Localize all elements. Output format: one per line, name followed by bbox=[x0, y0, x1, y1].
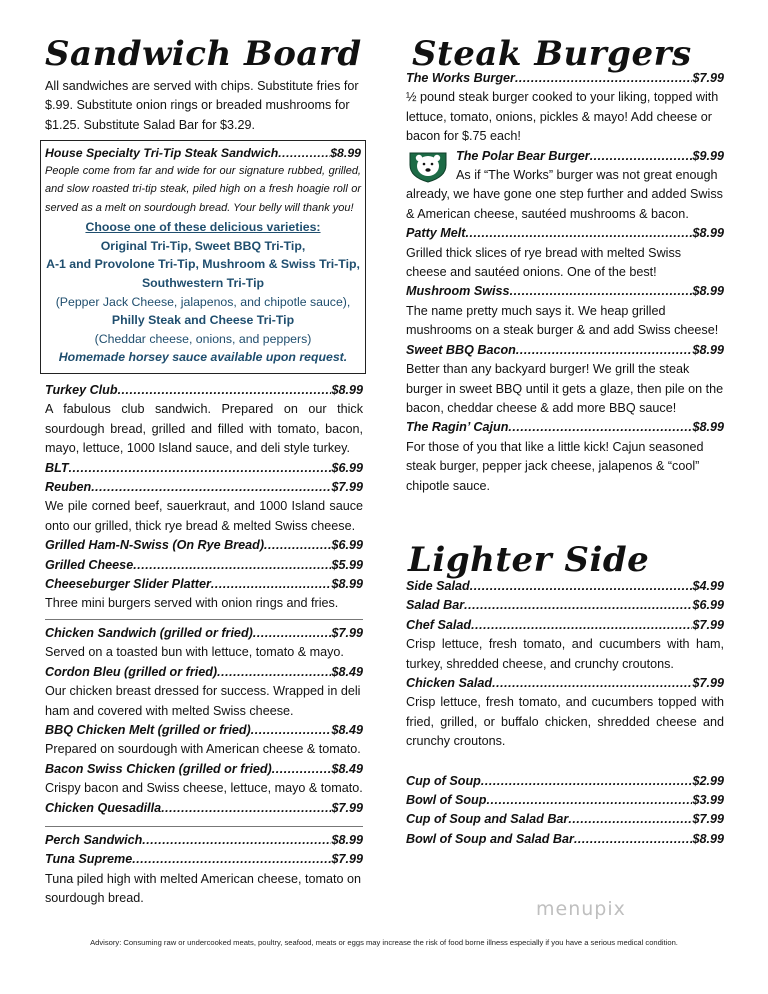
item-price: $8.99 bbox=[330, 146, 361, 160]
menu-item-line bbox=[406, 418, 724, 437]
leader-dots bbox=[508, 418, 692, 437]
item-name: BLT bbox=[45, 460, 69, 475]
item-name: Side Salad bbox=[406, 578, 470, 593]
item-price: $5.99 bbox=[331, 557, 363, 572]
leader-dots bbox=[470, 577, 693, 596]
variety-line: Southwestern Tri-Tip bbox=[141, 276, 265, 290]
item-desc: Crisp lettuce, fresh tomato, and cucumbers topped with fried, grilled, or buffalo chicken, shredded cheese and crunchy croutons. bbox=[406, 695, 724, 749]
divider bbox=[45, 826, 363, 827]
item-price: $8.99 bbox=[692, 226, 724, 241]
variety-note: (Cheddar cheese, onions, and peppers) bbox=[94, 331, 312, 346]
divider bbox=[45, 619, 363, 620]
polar-bear-item bbox=[406, 147, 724, 225]
leader-dots bbox=[278, 144, 330, 162]
menu-item-line bbox=[406, 791, 724, 810]
item-desc: Served on a toasted bun with lettuce, tomato & mayo. bbox=[45, 645, 344, 660]
menu-item-line bbox=[45, 663, 363, 682]
item-desc: Our chicken breast dressed for success. Wrapped in deli ham and covered with melted Swiss cheese. bbox=[45, 684, 361, 718]
item-desc: Crisp lettuce, fresh tomato, and cucumbers with ham, turkey, shredded cheese, and crunchy croutons. bbox=[406, 637, 724, 671]
leader-dots bbox=[471, 616, 692, 635]
leader-dots bbox=[69, 459, 332, 478]
item-price: $8.99 bbox=[331, 383, 363, 397]
varieties-heading: Choose one of these delicious varieties: bbox=[85, 220, 321, 235]
leader-dots bbox=[465, 224, 692, 243]
item-name: Mushroom Swiss bbox=[406, 284, 510, 299]
sandwich-group-3 bbox=[45, 831, 363, 909]
leader-dots bbox=[590, 147, 693, 166]
leader-dots bbox=[515, 69, 693, 88]
item-name: Salad Bar bbox=[406, 598, 465, 613]
specialty-item-line bbox=[45, 144, 361, 162]
leader-dots bbox=[481, 772, 693, 791]
item-price: $7.99 bbox=[331, 625, 363, 640]
menu-item-line bbox=[45, 381, 363, 400]
leader-dots bbox=[217, 663, 331, 682]
menu-item-line bbox=[45, 459, 363, 478]
lighter-items bbox=[406, 577, 724, 752]
menu-item-line bbox=[45, 575, 363, 594]
item-price: $9.99 bbox=[692, 148, 724, 163]
leader-dots bbox=[486, 791, 692, 810]
burgers-column bbox=[406, 0, 724, 849]
item-name: Patty Melt bbox=[406, 226, 466, 241]
item-desc: As if “The Works” burger was not great enough bbox=[456, 168, 718, 183]
item-price: $8.99 bbox=[692, 831, 724, 846]
item-name: The Polar Bear Burger bbox=[456, 148, 590, 163]
item-name: Turkey Club bbox=[45, 383, 118, 397]
item-price: $8.49 bbox=[331, 664, 363, 679]
item-name: Cup of Soup bbox=[406, 773, 481, 788]
item-price: $6.99 bbox=[331, 538, 363, 553]
menu-item-line bbox=[45, 760, 363, 779]
leader-dots bbox=[516, 341, 693, 360]
menu-item-line bbox=[45, 478, 363, 497]
item-price: $7.99 bbox=[692, 812, 724, 827]
leader-dots bbox=[264, 536, 331, 555]
leader-dots bbox=[211, 575, 332, 594]
soup-items bbox=[406, 772, 724, 850]
item-name: Perch Sandwich bbox=[45, 832, 143, 847]
menu-item-line bbox=[45, 799, 363, 818]
item-price: $8.49 bbox=[331, 761, 363, 776]
menu-item-line bbox=[406, 69, 724, 88]
item-price: $7.99 bbox=[692, 675, 724, 690]
menu-item-line bbox=[45, 850, 363, 869]
menu-item-line bbox=[406, 772, 724, 791]
watermark: menupix bbox=[536, 898, 626, 920]
item-desc: The name pretty much says it. We heap grilled mushrooms on a steak burger & and add Swiss cheese! bbox=[406, 303, 719, 338]
menu-item-line bbox=[406, 674, 724, 693]
item-name: Tuna Supreme bbox=[45, 852, 133, 867]
item-name: Chef Salad bbox=[406, 617, 472, 632]
item-desc: Grilled thick slices of rye bread with melted Swiss cheese and sautéed onions. One of the best! bbox=[406, 245, 682, 280]
item-price: $8.99 bbox=[692, 420, 724, 435]
item-desc: Better than any backyard burger! We grill the steak burger in sweet BBQ until it gets a glaze, then pile on the bacon, cheddar cheese & add more BBQ sauce! bbox=[406, 362, 724, 415]
item-desc: Three mini burgers served with onion rings and fries. bbox=[45, 596, 339, 611]
menu-item-line bbox=[45, 536, 363, 555]
sandwich-intro: All sandwiches are served with chips. Substitute fries for $.99. Substitute onion rings or breaded mushrooms for $1.25. Substitute Salad Bar for $3.29. bbox=[45, 79, 359, 132]
item-desc: ½ pound steak burger cooked to your liking, topped with lettuce, tomato, onions, pickles & mayo! Add cheese or bacon for $.75 each! bbox=[406, 90, 719, 144]
variety-line: A-1 and Provolone Tri-Tip, Mushroom & Swiss Tri-Tip, bbox=[46, 257, 360, 272]
menu-item-line bbox=[406, 341, 724, 360]
item-name: Sweet BBQ Bacon bbox=[406, 342, 516, 357]
advisory-note: Advisory: Consuming raw or undercooked meats, poultry, seafood, meats or eggs may increase the risk of food borne illness especially if you have a serious medical condition. bbox=[90, 938, 678, 947]
burger-items bbox=[406, 224, 724, 496]
menu-item-line bbox=[406, 577, 724, 596]
sandwich-list bbox=[45, 381, 363, 909]
leader-dots bbox=[132, 850, 331, 869]
leader-dots bbox=[492, 674, 692, 693]
item-price: $8.99 bbox=[331, 577, 363, 592]
item-name: Chicken Sandwich (grilled or fried) bbox=[45, 625, 253, 640]
item-name: The Works Burger bbox=[406, 71, 515, 85]
specialty-box bbox=[40, 140, 366, 374]
polar-bear-icon bbox=[408, 149, 448, 183]
menu-item-line bbox=[406, 224, 724, 243]
item-price: $2.99 bbox=[692, 773, 724, 788]
menu-item-line bbox=[406, 147, 724, 166]
menu-item-line bbox=[45, 831, 363, 850]
lighter-title: Lighter Side bbox=[408, 539, 650, 580]
leader-dots bbox=[253, 624, 332, 643]
item-price: $6.99 bbox=[692, 598, 724, 613]
menu-item-line bbox=[406, 616, 724, 635]
menu-item-line bbox=[406, 596, 724, 615]
item-name: Grilled Ham-N-Swiss (On Rye Bread) bbox=[45, 538, 265, 553]
variety-line: Original Tri-Tip, Sweet BBQ Tri-Tip, bbox=[100, 238, 306, 253]
variety-note: (Pepper Jack Cheese, jalapenos, and chipotle sauce), bbox=[55, 294, 351, 309]
item-name: Reuben bbox=[45, 480, 92, 495]
item-name: Cup of Soup and Salad Bar bbox=[406, 812, 569, 827]
item-price: $8.99 bbox=[692, 342, 724, 357]
item-desc: already, we have gone one step further and added Swiss & American cheese, sautéed mushrooms & bacon. bbox=[406, 187, 723, 221]
item-name: Bowl of Soup and Salad Bar bbox=[406, 831, 574, 846]
specialty-desc: People come from far and wide for our signature rubbed, grilled, and slow roasted tri-tip steak, piled high on a fresh hoagie roll or served as a melt on sourdough bread. Your belly will thank you! bbox=[45, 165, 361, 214]
item-desc: For those of you that like a little kick! Cajun seasoned steak burger, pepper jack cheese, jalapenos & “cool” chipotle sauce. bbox=[406, 439, 704, 493]
item-name: House Specialty Tri-Tip Steak Sandwich bbox=[45, 146, 279, 160]
item-price: $8.99 bbox=[692, 284, 724, 299]
item-price: $7.99 bbox=[692, 71, 724, 85]
item-name: Bacon Swiss Chicken (grilled or fried) bbox=[45, 761, 272, 776]
leader-dots bbox=[91, 478, 331, 497]
menu-item-line bbox=[45, 721, 363, 740]
variety-line: Philly Steak and Cheese Tri-Tip bbox=[111, 313, 295, 328]
item-price: $6.99 bbox=[331, 460, 363, 475]
item-name: Chicken Salad bbox=[406, 675, 493, 690]
varieties-block bbox=[45, 218, 361, 367]
item-name: BBQ Chicken Melt (grilled or fried) bbox=[45, 722, 251, 737]
menu-item-line bbox=[406, 830, 724, 849]
item-price: $7.99 bbox=[331, 852, 363, 867]
item-price: $3.99 bbox=[692, 793, 724, 807]
menu-item-line bbox=[406, 282, 724, 301]
horsey-note: Homemade horsey sauce available upon request. bbox=[58, 350, 348, 365]
leader-dots bbox=[251, 721, 332, 740]
menu-item-line bbox=[45, 556, 363, 575]
leader-dots bbox=[133, 556, 331, 575]
leader-dots bbox=[510, 282, 693, 301]
leader-dots bbox=[568, 810, 692, 829]
item-name: Cordon Bleu (grilled or fried) bbox=[45, 664, 218, 679]
item-price: $7.99 bbox=[331, 480, 363, 495]
menu-item-line bbox=[45, 624, 363, 643]
leader-dots bbox=[142, 831, 331, 850]
leader-dots bbox=[118, 381, 332, 400]
item-price: $4.99 bbox=[692, 578, 724, 593]
item-desc: We pile corned beef, sauerkraut, and 1000 Island sauce onto our grilled, thick rye bread & melted Swiss cheese. bbox=[45, 499, 363, 533]
item-price: $8.99 bbox=[331, 832, 363, 847]
item-price: $7.99 bbox=[331, 800, 363, 815]
sandwich-group-1 bbox=[45, 381, 363, 614]
sandwich-title: Sandwich Board bbox=[45, 34, 362, 74]
item-desc: Prepared on sourdough with American cheese & tomato. bbox=[45, 742, 361, 757]
item-name: Bowl of Soup bbox=[406, 793, 487, 807]
sandwich-column bbox=[45, 0, 363, 135]
sandwich-group-2 bbox=[45, 624, 363, 818]
menu-item-line bbox=[406, 810, 724, 829]
leader-dots bbox=[161, 799, 331, 818]
leader-dots bbox=[464, 596, 692, 615]
item-name: Chicken Quesadilla bbox=[45, 800, 162, 815]
item-name: The Ragin’ Cajun bbox=[406, 420, 509, 435]
item-desc: Tuna piled high with melted American cheese, tomato on sourdough bread. bbox=[45, 871, 361, 906]
burgers-title: Steak Burgers bbox=[412, 34, 692, 74]
item-name: Cheeseburger Slider Platter bbox=[45, 577, 211, 592]
item-name: Grilled Cheese bbox=[45, 557, 134, 572]
leader-dots bbox=[272, 760, 332, 779]
item-price: $8.49 bbox=[331, 722, 363, 737]
leader-dots bbox=[574, 830, 693, 849]
item-price: $7.99 bbox=[692, 617, 724, 632]
item-desc: A fabulous club sandwich. Prepared on our thick sourdough bread, grilled and filled with tomato, bacon, mayo, lettuce, 1000 Island sauce, and deli style turkey. bbox=[45, 402, 363, 456]
item-desc: Crispy bacon and Swiss cheese, lettuce, mayo & tomato. bbox=[45, 781, 363, 796]
